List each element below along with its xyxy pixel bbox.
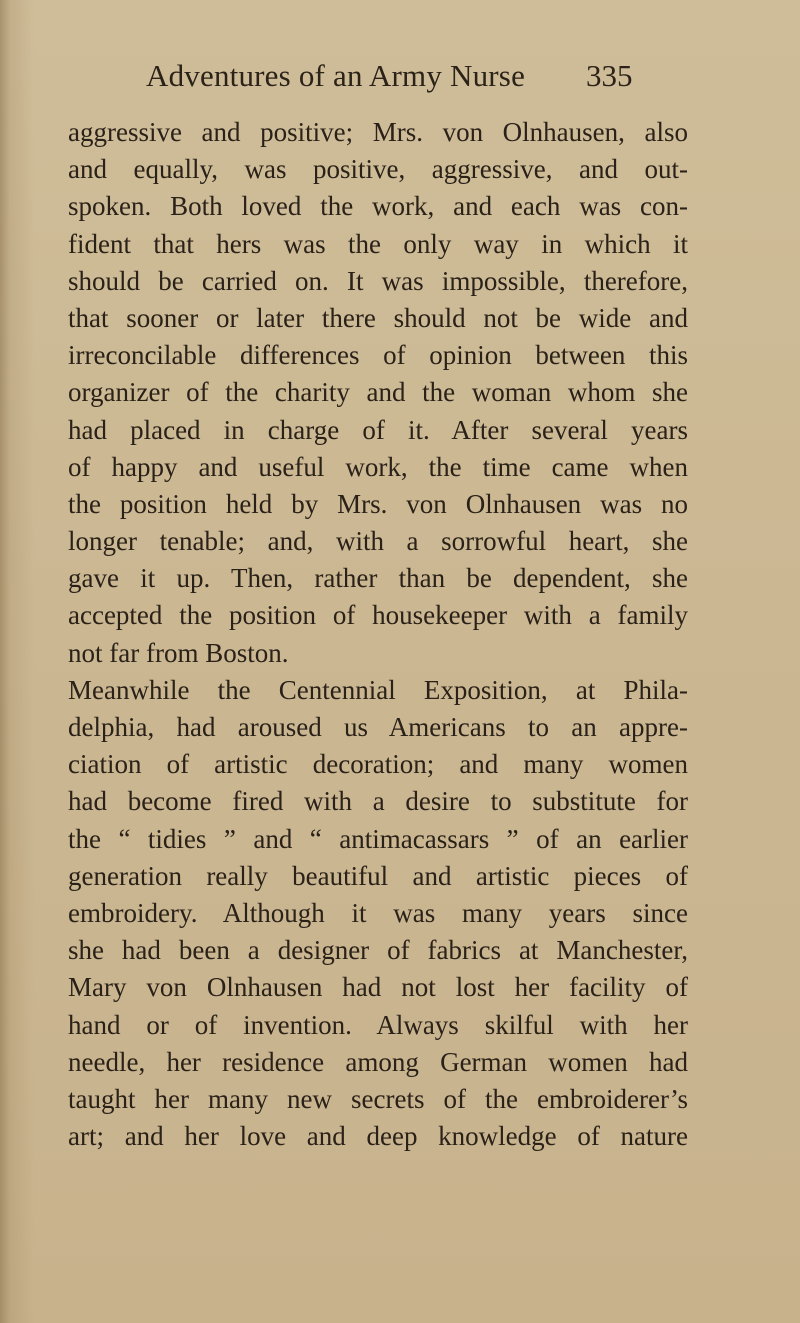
page-header [146, 58, 686, 102]
text-line-10: of happy and useful work, the time came when [68, 451, 688, 482]
text-line-5: should be carried on. It was impossible, therefore, [68, 265, 688, 296]
text-line-25: hand or of invention. Always skilful with her [68, 1009, 688, 1040]
text-line-22: embroidery. Although it was many years since [68, 897, 688, 928]
page-number: 335 [586, 58, 633, 93]
text-line-6: that sooner or later there should not be wide and [68, 302, 688, 333]
text-line-20: the “ tidies ” and “ antimacassars ” of an earlier [68, 823, 688, 854]
running-title: Adventures of an Army Nurse [146, 58, 526, 93]
text-line-14: accepted the position of housekeeper with a family [68, 600, 688, 631]
body-text [68, 114, 688, 1155]
text-line-3: spoken. Both loved the work, and each was con- [68, 191, 688, 222]
text-line-17: delphia, had aroused us Americans to an appre- [68, 712, 688, 742]
text-line-16: Meanwhile the Centennial Exposition, at Phila- [68, 674, 688, 705]
text-line-9: had placed in charge of it. After several years [68, 414, 688, 445]
text-line-1: aggressive and positive; Mrs. von Olnhausen, also [68, 117, 688, 147]
text-line-28: art; and her love and deep knowledge of nature [68, 1121, 688, 1152]
text-line-19: had become fired with a desire to substitute for [68, 786, 688, 817]
text-line-26: needle, her residence among German women had [68, 1046, 688, 1077]
text-line-4: fident that hers was the only way in which it [68, 228, 688, 259]
text-line-8: organizer of the charity and the woman whom she [68, 377, 688, 408]
text-line-15: not far from Boston. [68, 637, 289, 668]
text-line-11: the position held by Mrs. von Olnhausen was no [68, 488, 688, 519]
text-line-23: she had been a designer of fabrics at Manchester, [68, 935, 688, 966]
text-line-21: generation really beautiful and artistic pieces of [68, 860, 688, 891]
text-line-24: Mary von Olnhausen had not lost her facility of [68, 972, 688, 1003]
text-line-13: gave it up. Then, rather than be dependent, she [68, 563, 688, 594]
text-line-12: longer tenable; and, with a sorrowful heart, she [68, 526, 688, 557]
text-line-27: taught her many new secrets of the embroiderer’s [68, 1083, 688, 1114]
text-line-2: and equally, was positive, aggressive, and out- [68, 154, 688, 185]
text-line-18: ciation of artistic decoration; and many women [68, 749, 688, 780]
text-line-7: irreconcilable differences of opinion between this [68, 340, 688, 371]
